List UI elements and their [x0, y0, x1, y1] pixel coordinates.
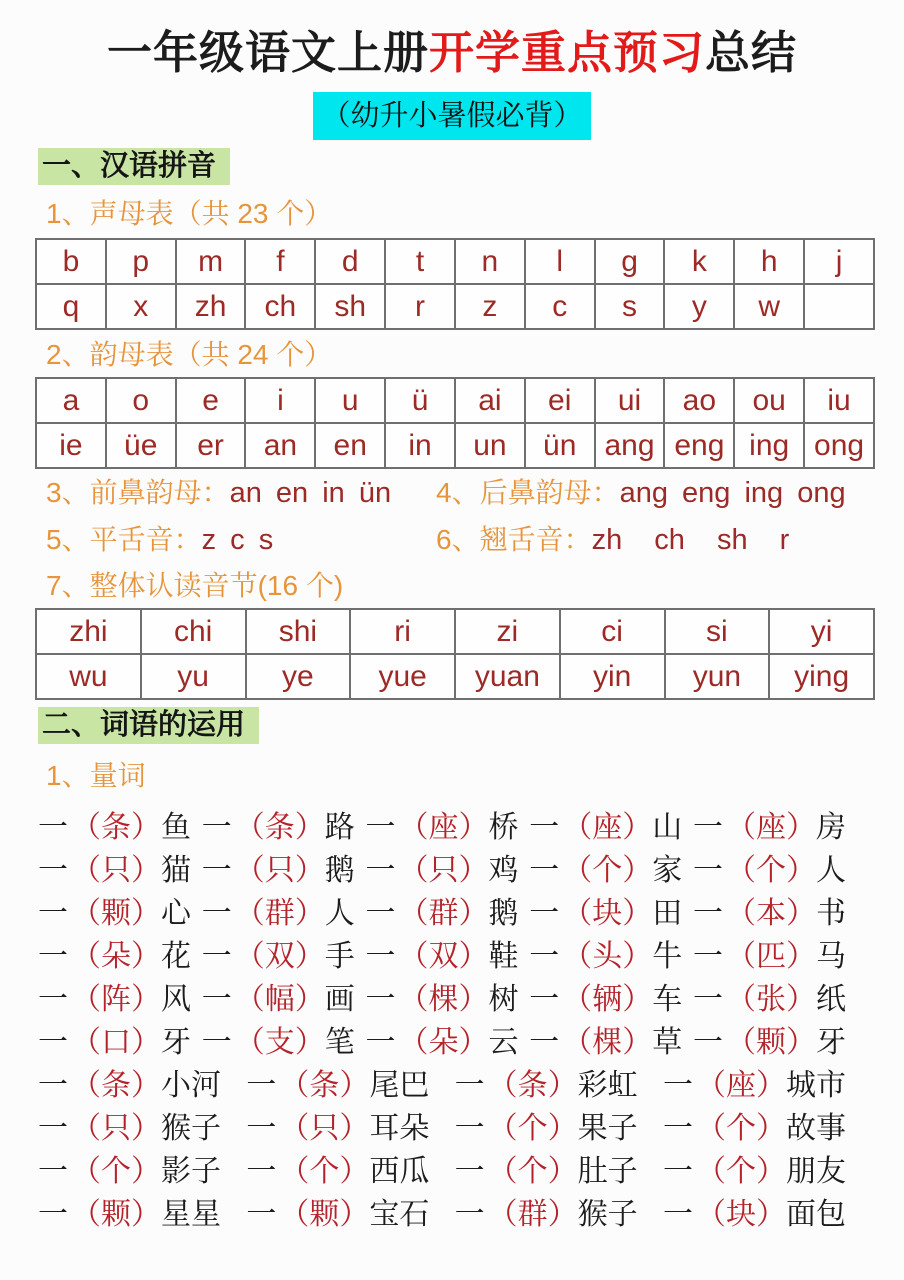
measure-word: （本）: [726, 896, 816, 930]
measure-word: （群）: [234, 896, 325, 930]
measure-word-item: [38, 888, 191, 932]
noun: 牙: [161, 1025, 191, 1059]
subtitle-row: [0, 92, 904, 140]
measure-word-item: [693, 931, 846, 975]
measure-word: （个）: [487, 1154, 578, 1188]
numeral-one: 一: [529, 1025, 560, 1059]
title-part-black-2: 总结: [705, 27, 798, 78]
pinyin-cell: n: [455, 239, 525, 284]
noun: 鞋: [488, 939, 519, 973]
point-curled-tongue: [436, 523, 866, 562]
pinyin-cell: ri: [350, 609, 455, 654]
measure-word: （座）: [726, 810, 816, 844]
pinyin-cell: w: [734, 284, 804, 329]
pinyin-cell: en: [315, 423, 385, 468]
section-pinyin: [0, 140, 904, 700]
measure-word-item: [366, 1017, 519, 1061]
measure-word-item: [529, 845, 682, 889]
measure-word: （口）: [71, 1025, 161, 1059]
noun: 纸: [816, 982, 846, 1016]
noun: 猴子: [577, 1197, 638, 1231]
pinyin-cell: b: [36, 239, 106, 284]
measure-word-item: [38, 1189, 221, 1233]
measure-word-item: [366, 845, 519, 889]
pinyin-cell: i: [245, 378, 315, 423]
measure-word: （个）: [726, 853, 816, 887]
noun: 西瓜: [369, 1154, 430, 1188]
pinyin-cell: ye: [246, 654, 351, 699]
point-label: 6、翘舌音：: [436, 524, 592, 555]
numeral-one: 一: [201, 896, 232, 930]
numeral-one: 一: [201, 853, 232, 887]
numeral-one: 一: [38, 810, 68, 844]
pinyin-cell: r: [385, 284, 455, 329]
measure-word-item: [38, 1103, 221, 1147]
measure-word-item: [38, 1060, 221, 1104]
measure-word: （条）: [71, 1068, 161, 1102]
pinyin-cell: shi: [246, 609, 351, 654]
pinyin-cell: un: [455, 423, 525, 468]
noun: 画: [324, 982, 355, 1016]
numeral-one: 一: [662, 1111, 693, 1145]
noun: 鹅: [324, 853, 355, 887]
noun: 车: [652, 982, 683, 1016]
measure-word-item: [529, 888, 682, 932]
noun: 田: [652, 896, 683, 930]
measure-word-item: [366, 888, 519, 932]
measure-word: （朵）: [71, 939, 161, 973]
noun: 草: [652, 1025, 683, 1059]
measure-word-item: [202, 974, 355, 1018]
measure-word-item: [246, 1189, 429, 1233]
pinyin-cell: eng: [664, 423, 734, 468]
measure-word: （条）: [487, 1068, 578, 1102]
pinyin-cell: ing: [734, 423, 804, 468]
noun: 宝石: [369, 1197, 430, 1231]
noun: 鹅: [488, 896, 519, 930]
numeral-one: 一: [201, 939, 232, 973]
pinyin-cell: zh: [176, 284, 246, 329]
pinyin-cell: ün: [525, 423, 595, 468]
noun: 猫: [161, 853, 191, 887]
worksheet-page: [0, 26, 904, 1280]
measure-word-item: [38, 1146, 221, 1190]
noun: 猴子: [161, 1111, 221, 1145]
pinyin-row: [36, 654, 874, 699]
point-back-nasal: [436, 476, 866, 515]
noun: 小河: [161, 1068, 221, 1102]
noun: 果子: [577, 1111, 638, 1145]
pinyin-cell: z: [455, 284, 525, 329]
pinyin-cell: h: [734, 239, 804, 284]
numeral-one: 一: [693, 939, 723, 973]
pinyin-cell: si: [665, 609, 770, 654]
numeral-one: 一: [201, 1025, 232, 1059]
pinyin-cell: yue: [350, 654, 455, 699]
numeral-one: 一: [38, 1111, 68, 1145]
measure-word: （个）: [487, 1111, 578, 1145]
numeral-one: 一: [454, 1154, 485, 1188]
pinyin-cell: k: [664, 239, 734, 284]
section-header-pinyin: 一、汉语拼音: [38, 148, 230, 185]
finals-table: [35, 377, 875, 469]
noun: 心: [161, 896, 191, 930]
numeral-one: 一: [365, 853, 396, 887]
numeral-one: 一: [246, 1154, 277, 1188]
pinyin-row: [36, 609, 874, 654]
noun: 肚子: [577, 1154, 638, 1188]
measure-word: （棵）: [398, 982, 489, 1016]
numeral-one: 一: [529, 810, 560, 844]
point-flat-tongue: [46, 523, 436, 562]
measure-word-item: [529, 931, 682, 975]
page-title: [0, 26, 904, 80]
pinyin-cell: p: [106, 239, 176, 284]
numeral-one: 一: [365, 896, 396, 930]
measure-word-item: [693, 974, 846, 1018]
point-value: z c s: [201, 524, 274, 556]
measure-word: （匹）: [726, 939, 816, 973]
pinyin-cell: f: [245, 239, 315, 284]
pinyin-cell: o: [106, 378, 176, 423]
numeral-one: 一: [38, 853, 68, 887]
pinyin-cell: ao: [664, 378, 734, 423]
measure-word-item: [693, 802, 846, 846]
section-header-words: 二、词语的运用: [38, 707, 259, 744]
measure-word: （个）: [71, 1154, 161, 1188]
noun: 城市: [785, 1068, 846, 1102]
numeral-one: 一: [529, 939, 560, 973]
noun: 山: [652, 810, 683, 844]
measure-word-item: [246, 1146, 429, 1190]
pinyin-row: [36, 378, 874, 423]
pinyin-cell: x: [106, 284, 176, 329]
pinyin-row: [36, 423, 874, 468]
numeral-one: 一: [38, 1025, 68, 1059]
noun: 手: [324, 939, 355, 973]
numeral-one: 一: [693, 1025, 723, 1059]
pinyin-cell: c: [525, 284, 595, 329]
measure-word-row: [38, 845, 846, 888]
measure-word-item: [455, 1146, 638, 1190]
point-label: 3、前鼻韵母：: [46, 477, 230, 508]
measure-word: （条）: [71, 810, 161, 844]
numeral-one: 一: [662, 1154, 693, 1188]
measure-word-item: [663, 1103, 846, 1147]
measure-word: （双）: [398, 939, 489, 973]
measure-word: （阵）: [71, 982, 161, 1016]
measure-word-item: [529, 974, 682, 1018]
measure-word: （只）: [398, 853, 489, 887]
point-value: zh ch sh r: [591, 524, 790, 556]
measure-word-item: [202, 802, 355, 846]
noun: 云: [488, 1025, 519, 1059]
measure-word-item: [202, 1017, 355, 1061]
measure-word-row: [38, 802, 846, 845]
noun: 彩虹: [577, 1068, 638, 1102]
numeral-one: 一: [38, 896, 68, 930]
noun: 花: [161, 939, 191, 973]
pinyin-cell: e: [176, 378, 246, 423]
initials-table: [35, 238, 875, 330]
noun: 星星: [161, 1197, 221, 1231]
measure-word-item: [366, 802, 519, 846]
numeral-one: 一: [693, 810, 723, 844]
noun: 人: [816, 853, 846, 887]
noun: 桥: [488, 810, 519, 844]
measure-word-item: [693, 845, 846, 889]
numeral-one: 一: [365, 1025, 396, 1059]
pinyin-points: [46, 476, 866, 562]
point-value: ang eng ing ong: [619, 477, 846, 509]
numeral-one: 一: [454, 1197, 485, 1231]
pinyin-row: [36, 284, 874, 329]
pinyin-cell: ui: [595, 378, 665, 423]
measure-word-item: [38, 845, 191, 889]
numeral-one: 一: [662, 1068, 693, 1102]
measure-word-item: [663, 1060, 846, 1104]
measure-word-row: [38, 888, 846, 931]
measure-word: （群）: [487, 1197, 578, 1231]
subtitle-highlight: （幼升小暑假必背）: [313, 92, 590, 140]
measure-word-row: [38, 1060, 846, 1103]
measure-word: （只）: [71, 853, 161, 887]
measure-word-item: [202, 931, 355, 975]
noun: 路: [324, 810, 355, 844]
measure-word: （条）: [279, 1068, 370, 1102]
measure-word-row: [38, 1103, 846, 1146]
pinyin-cell: er: [176, 423, 246, 468]
numeral-one: 一: [529, 982, 560, 1016]
measure-word-item: [529, 1017, 682, 1061]
noun: 鱼: [161, 810, 191, 844]
noun: 牛: [652, 939, 683, 973]
measure-word: （块）: [562, 896, 653, 930]
title-part-black-1: 一年级语文上册: [106, 27, 429, 78]
measure-words-label: 1、量词: [46, 760, 146, 791]
measure-word: （群）: [398, 896, 489, 930]
measure-word-item: [246, 1103, 429, 1147]
measure-word-item: [663, 1189, 846, 1233]
point-label: 5、平舌音：: [46, 524, 202, 555]
numeral-one: 一: [38, 982, 68, 1016]
numeral-one: 一: [365, 982, 396, 1016]
measure-word: （颗）: [279, 1197, 370, 1231]
numeral-one: 一: [201, 982, 232, 1016]
noun: 书: [816, 896, 846, 930]
measure-word: （只）: [71, 1111, 161, 1145]
measure-word: （个）: [562, 853, 653, 887]
numeral-one: 一: [38, 1068, 68, 1102]
measure-word: （只）: [279, 1111, 370, 1145]
pinyin-row: [36, 239, 874, 284]
pinyin-cell: ei: [525, 378, 595, 423]
measure-word: （座）: [562, 810, 653, 844]
numeral-one: 一: [246, 1197, 277, 1231]
pinyin-cell: d: [315, 239, 385, 284]
pinyin-cell: sh: [315, 284, 385, 329]
measure-word: （座）: [398, 810, 489, 844]
measure-word: （幅）: [234, 982, 325, 1016]
whole-syllables-table: [35, 608, 875, 700]
measure-word-item: [202, 845, 355, 889]
pinyin-cell: üe: [106, 423, 176, 468]
noun: 风: [161, 982, 191, 1016]
numeral-one: 一: [365, 939, 396, 973]
pinyin-cell: ou: [734, 378, 804, 423]
pinyin-cell: q: [36, 284, 106, 329]
pinyin-cell: yin: [560, 654, 665, 699]
measure-word: （条）: [234, 810, 325, 844]
measure-word: （个）: [695, 1154, 786, 1188]
measure-word-row: [38, 1146, 846, 1189]
pinyin-cell: t: [385, 239, 455, 284]
pinyin-cell: j: [804, 239, 874, 284]
pinyin-cell: zi: [455, 609, 560, 654]
numeral-one: 一: [529, 896, 560, 930]
measure-word: （辆）: [562, 982, 653, 1016]
noun: 鸡: [488, 853, 519, 887]
measure-word-item: [366, 974, 519, 1018]
noun: 尾巴: [369, 1068, 430, 1102]
measure-word-item: [693, 888, 846, 932]
numeral-one: 一: [454, 1068, 485, 1102]
pinyin-cell: ang: [595, 423, 665, 468]
pinyin-cell: ch: [245, 284, 315, 329]
pinyin-cell: m: [176, 239, 246, 284]
measure-word: （朵）: [398, 1025, 489, 1059]
numeral-one: 一: [693, 853, 723, 887]
finals-label: 2、韵母表（共 24 个）: [46, 339, 333, 370]
numeral-one: 一: [454, 1111, 485, 1145]
numeral-one: 一: [662, 1197, 693, 1231]
measure-word-row: [38, 974, 846, 1017]
pinyin-cell: u: [315, 378, 385, 423]
pinyin-cell: wu: [36, 654, 141, 699]
measure-word-row: [38, 1189, 846, 1232]
numeral-one: 一: [693, 982, 723, 1016]
noun: 树: [488, 982, 519, 1016]
noun: 马: [816, 939, 846, 973]
pinyin-cell: [804, 284, 874, 329]
pinyin-cell: chi: [141, 609, 246, 654]
pinyin-cell: zhi: [36, 609, 141, 654]
pinyin-cell: in: [385, 423, 455, 468]
title-part-red: 开学重点预习: [428, 27, 705, 78]
numeral-one: 一: [38, 1154, 68, 1188]
noun: 家: [652, 853, 683, 887]
measure-word: （块）: [695, 1197, 786, 1231]
pinyin-cell: ong: [804, 423, 874, 468]
pinyin-cell: l: [525, 239, 595, 284]
measure-word: （头）: [562, 939, 653, 973]
pinyin-cell: g: [595, 239, 665, 284]
measure-word-item: [455, 1189, 638, 1233]
measure-word: （颗）: [71, 1197, 161, 1231]
pinyin-cell: ying: [769, 654, 874, 699]
measure-word: （棵）: [562, 1025, 653, 1059]
measure-word-item: [366, 931, 519, 975]
numeral-one: 一: [201, 810, 232, 844]
measure-word-item: [663, 1146, 846, 1190]
numeral-one: 一: [365, 810, 396, 844]
numeral-one: 一: [529, 853, 560, 887]
measure-words-list: [38, 802, 846, 1232]
numeral-one: 一: [38, 1197, 68, 1231]
measure-word: （双）: [234, 939, 325, 973]
point-label: 4、后鼻韵母：: [436, 477, 620, 508]
numeral-one: 一: [246, 1111, 277, 1145]
pinyin-cell: ie: [36, 423, 106, 468]
pinyin-cell: a: [36, 378, 106, 423]
initials-label: 1、声母表（共 23 个）: [46, 198, 333, 229]
measure-word-item: [246, 1060, 429, 1104]
noun: 影子: [161, 1154, 221, 1188]
measure-word-row: [38, 1017, 846, 1060]
measure-word: （只）: [234, 853, 325, 887]
measure-word: （支）: [234, 1025, 325, 1059]
measure-word-item: [38, 931, 191, 975]
noun: 朋友: [785, 1154, 846, 1188]
pinyin-cell: s: [595, 284, 665, 329]
measure-word-item: [202, 888, 355, 932]
noun: 耳朵: [369, 1111, 430, 1145]
measure-word: （颗）: [726, 1025, 816, 1059]
noun: 人: [324, 896, 355, 930]
numeral-one: 一: [693, 896, 723, 930]
whole-syllables-label: 7、整体认读音节(16 个): [46, 570, 344, 601]
point-value: an en in ün: [229, 477, 392, 509]
measure-word: （张）: [726, 982, 816, 1016]
measure-word: （个）: [695, 1111, 786, 1145]
numeral-one: 一: [38, 939, 68, 973]
measure-word-item: [38, 974, 191, 1018]
noun: 面包: [785, 1197, 846, 1231]
measure-word: （个）: [279, 1154, 370, 1188]
measure-word-item: [38, 802, 191, 846]
noun: 房: [816, 810, 846, 844]
measure-word-item: [529, 802, 682, 846]
pinyin-cell: yi: [769, 609, 874, 654]
pinyin-cell: an: [245, 423, 315, 468]
measure-word-item: [455, 1060, 638, 1104]
point-front-nasal: [46, 476, 436, 515]
numeral-one: 一: [246, 1068, 277, 1102]
measure-word-row: [38, 931, 846, 974]
noun: 笔: [324, 1025, 355, 1059]
pinyin-cell: yuan: [455, 654, 560, 699]
noun: 故事: [785, 1111, 846, 1145]
measure-word-item: [38, 1017, 191, 1061]
pinyin-cell: iu: [804, 378, 874, 423]
pinyin-cell: y: [664, 284, 734, 329]
measure-word: （颗）: [71, 896, 161, 930]
measure-word: （座）: [695, 1068, 786, 1102]
section-words: [0, 700, 904, 1232]
measure-word-item: [455, 1103, 638, 1147]
pinyin-cell: ü: [385, 378, 455, 423]
pinyin-cell: yu: [141, 654, 246, 699]
noun: 牙: [816, 1025, 846, 1059]
pinyin-cell: yun: [665, 654, 770, 699]
pinyin-cell: ai: [455, 378, 525, 423]
pinyin-cell: ci: [560, 609, 665, 654]
measure-word-item: [693, 1017, 846, 1061]
